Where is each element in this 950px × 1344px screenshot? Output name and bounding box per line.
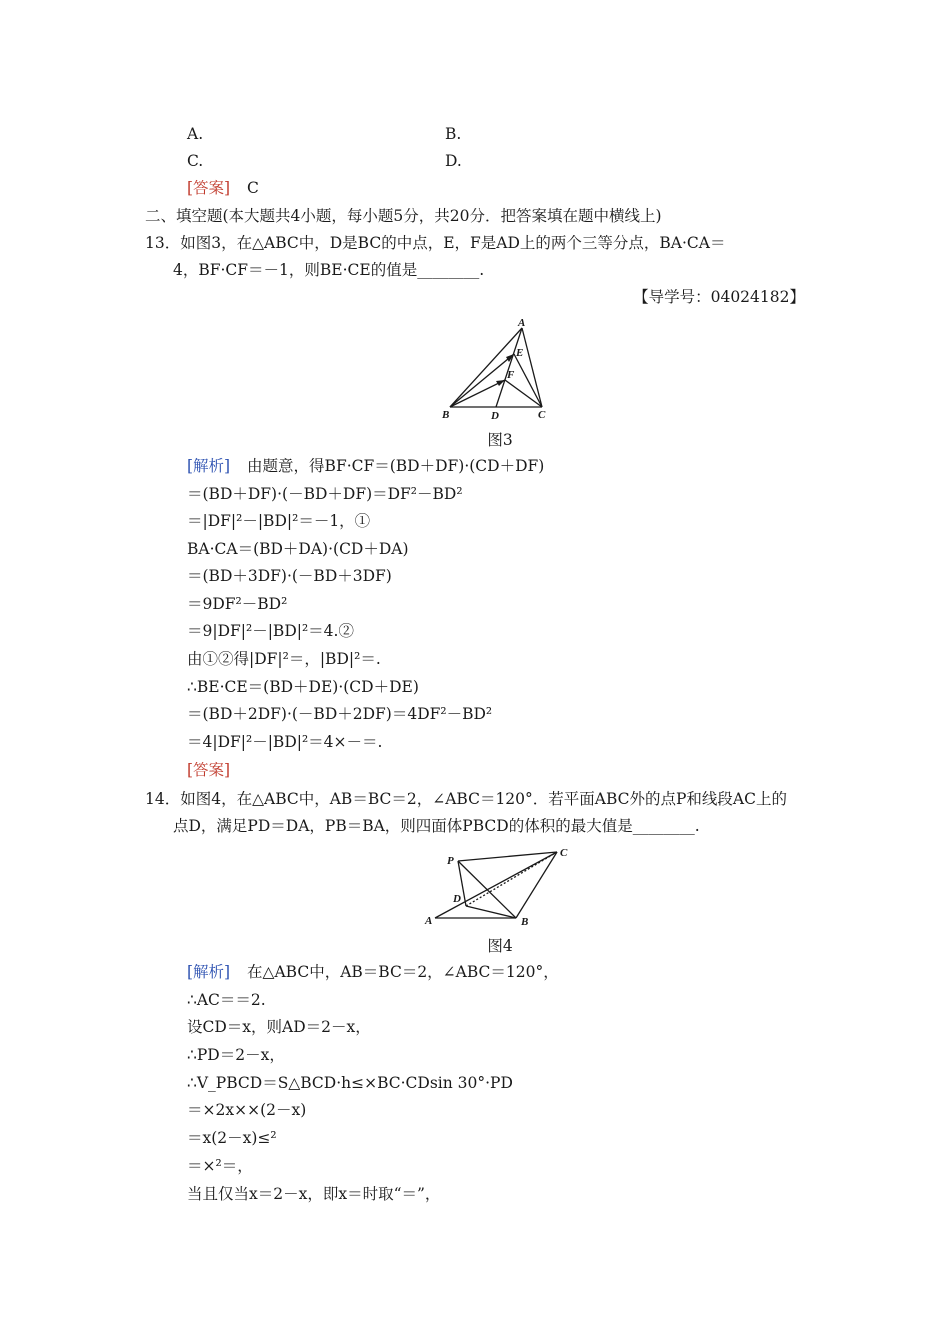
analysis-step: ＝|DF|²－|BD|²＝－1，① [187,512,371,530]
q13-line1: 13．如图3，在△ABC中，D是BC的中点，E，F是AD上的两个三等分点，BA·CA＝ [145,234,726,252]
label-d: D [453,893,461,905]
analysis-step: ＝4|DF|²－|BD|²＝4×－＝. [187,733,383,751]
q13-answer-tag: [答案] [187,761,231,779]
analysis-step: ＝x(2－x)≤² [187,1129,277,1147]
figure-4-caption: 图4 [487,937,513,955]
analysis-step: 由①②得|DF|²＝，|BD|²＝. [187,650,381,668]
label-p: P [447,855,454,867]
analysis-tag: [解析] [187,457,231,475]
label-a: A [518,317,526,329]
analysis-tag: [解析] [187,963,231,981]
q13-line2: 4，BF·CF＝－1，则BE·CE的值是________. [173,261,485,279]
choice-c: C. [187,152,204,170]
q14-line2: 点D，满足PD＝DA，PB＝BA，则四面体PBCD的体积的最大值是________. [173,817,700,835]
label-b: B [521,916,529,928]
q12-answer-line [187,178,259,198]
label-b: B [442,409,450,421]
analysis-step: ＝(BD＋3DF)·(－BD＋3DF) [187,567,392,585]
analysis-step: ＝9DF²－BD² [187,595,288,613]
analysis-step: ∴PD＝2－x， [187,1046,285,1064]
edge-bc [516,852,557,918]
guide-number: 【导学号：04024182】 [633,288,805,306]
choice-b: B. [445,125,462,143]
figure-4-diagram [420,842,580,930]
analysis-step: ∴AC＝＝2. [187,991,266,1009]
q14-analysis-line1 [187,962,559,982]
figure-3-diagram [438,315,558,425]
analysis-step: BA·CA＝(BD＋DA)·(CD＋DA) [187,540,409,558]
edge-db [466,906,516,918]
label-c: C [538,409,546,421]
figure-3-caption: 图3 [487,431,513,449]
label-c: C [560,847,568,859]
q13-analysis-line1 [187,456,544,476]
analysis-step: ＝(BD＋DF)·(－BD＋DF)＝DF²－BD² [187,485,463,503]
edge-ab [450,328,522,407]
analysis-step: 由题意，得BF·CF＝(BD＋DF)·(CD＋DF) [247,457,545,475]
analysis-step: ＝(BD＋2DF)·(－BD＋2DF)＝4DF²－BD² [187,705,493,723]
segment-ce [514,354,542,407]
analysis-step: ＝9|DF|²－|BD|²＝4.② [187,622,354,640]
label-e: E [516,347,524,359]
analysis-step: ＝×²＝， [187,1157,253,1175]
analysis-step: 在△ABC中，AB＝BC＝2，∠ABC＝120°， [247,963,559,981]
label-d: D [491,410,499,422]
analysis-step: ∴V_PBCD＝S△BCD·h≤×BC·CDsin 30°·PD [187,1074,513,1092]
analysis-step: ＝×2x××(2－x) [187,1101,307,1119]
choice-a: A. [187,125,204,143]
analysis-step: ∴BE·CE＝(BD＋DE)·(CD＋DE) [187,678,419,696]
median-ad [496,328,522,407]
analysis-step: 当且仅当x＝2－x，即x＝时取“＝”， [187,1185,441,1203]
section-heading: 二、填空题(本大题共4小题，每小题5分，共20分．把答案填在题中横线上) [145,207,662,225]
q14-line1: 14．如图4，在△ABC中，AB＝BC＝2，∠ABC＝120°．若平面ABC外的点P和线段AC上的 [145,790,787,808]
answer-tag: [答案] [187,179,231,197]
label-a: A [425,915,433,927]
answer-value: C [247,179,259,197]
edge-dc-hidden [466,852,557,906]
label-f: F [507,369,515,381]
analysis-step: 设CD＝x，则AD＝2－x， [187,1018,371,1036]
choice-d: D. [445,152,462,170]
